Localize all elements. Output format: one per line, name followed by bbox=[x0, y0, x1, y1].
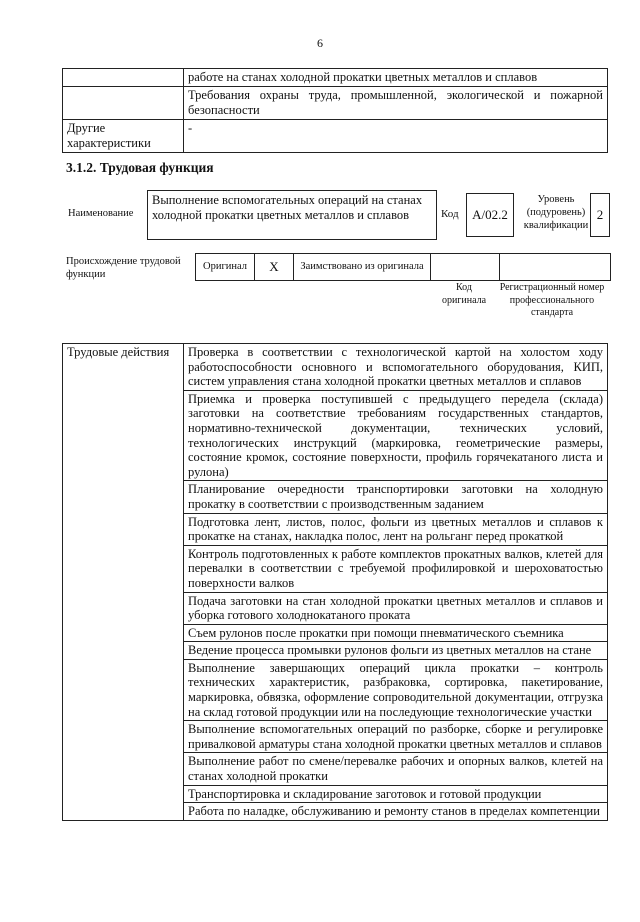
code-field: А/02.2 bbox=[466, 193, 514, 237]
original-code-cell bbox=[431, 254, 500, 280]
action-item: Работа по наладке, обслуживанию и ремонту станов в пределах компетенции bbox=[184, 803, 608, 821]
qualification-requirements-table bbox=[62, 68, 608, 153]
table-row bbox=[63, 344, 608, 391]
actions-label: Трудовые действия bbox=[63, 344, 184, 821]
labor-actions-table bbox=[62, 343, 608, 821]
action-item: Приемка и проверка поступившей с предыдущего передела (склада) заготовки на соответствие требованиям государственных стандартов, нормативно-технической документации, технических условий, технологических инструкций (маркировка, геометрические размеры, состояние кромок, состояние поверхности, профиль горячекатаного листа и рулона) bbox=[184, 390, 608, 481]
action-item: Подача заготовки на стан холодной прокатки цветных металлов и сплавов и уборка готового холоднокатаного проката bbox=[184, 592, 608, 624]
action-item: Съем рулонов после прокатки при помощи пневматического съемника bbox=[184, 624, 608, 642]
table-row bbox=[63, 120, 608, 153]
code-label: Код bbox=[441, 208, 459, 220]
borrowed-label: Заимствовано из оригинала bbox=[294, 254, 431, 280]
action-item: Контроль подготовленных к работе комплектов прокатных валков, клетей для перевалки в соответствии с требуемой профилировкой и шероховатостью поверхности валков bbox=[184, 545, 608, 592]
reg-caption: Регистрационный номер профессионального стандарта bbox=[499, 282, 605, 318]
original-mark: X bbox=[255, 254, 294, 280]
action-item: Ведение процесса промывки рулонов фольги из цветных металлов на стане bbox=[184, 642, 608, 660]
function-name-field: Выполнение вспомогательных операций на станах холодной прокатки цветных металлов и сплавов bbox=[147, 190, 437, 240]
reg-number-cell bbox=[500, 254, 610, 280]
action-item: Транспортировка и складирование заготовок и готовой продукции bbox=[184, 785, 608, 803]
table-row bbox=[63, 87, 608, 120]
row-text: Требования охраны труда, промышленной, экологической и пожарной безопасности bbox=[184, 87, 608, 120]
action-item: Подготовка лент, листов, полос, фольги из цветных металлов и сплавов к прокатке на станах, накладка полос, лент на рольганг перед прокаткой bbox=[184, 513, 608, 545]
original-label: Оригинал bbox=[196, 254, 255, 280]
page-number: 6 bbox=[317, 36, 323, 50]
row-label: Другие характеристики bbox=[63, 120, 184, 153]
section-title: 3.1.2. Трудовая функция bbox=[66, 160, 214, 175]
action-item: Выполнение вспомогательных операций по разборке, сборке и регулировке привалковой арматуры стана холодной прокатки цветных металлов и сплавов bbox=[184, 721, 608, 753]
code-caption: Код оригинала bbox=[441, 282, 487, 306]
table-row bbox=[63, 69, 608, 87]
action-item: Выполнение работ по смене/перевалке рабочих и опорных валков, клетей на станах холодной прокатки bbox=[184, 753, 608, 785]
row-label bbox=[63, 87, 184, 120]
name-label: Наименование bbox=[68, 208, 134, 219]
origin-label: Происхождение трудовой функции bbox=[66, 256, 181, 280]
action-item: Выполнение завершающих операций цикла прокатки – контроль технических характеристик, разбраковка, сортировка, пакетирование, маркировка, обвязка, оформление сопроводительной документации, отгрузка на склад готовой продукции или на последующие технологические участки bbox=[184, 659, 608, 720]
origin-row bbox=[195, 253, 611, 281]
action-item: Планирование очередности транспортировки заготовки на холодную прокатку в соответствии с производственным заданием bbox=[184, 481, 608, 513]
row-text: работе на станах холодной прокатки цветных металлов и сплавов bbox=[184, 69, 608, 87]
row-label bbox=[63, 69, 184, 87]
action-item: Проверка в соответствии с технологической картой на холостом ходу работоспособности основного и вспомогательного оборудования, КИП, систем управления стана холодной прокатки цветных металлов и сплавов bbox=[184, 344, 608, 391]
level-label: Уровень (подуровень) квалификации bbox=[523, 194, 589, 231]
row-text: - bbox=[184, 120, 608, 153]
level-field: 2 bbox=[590, 193, 610, 237]
